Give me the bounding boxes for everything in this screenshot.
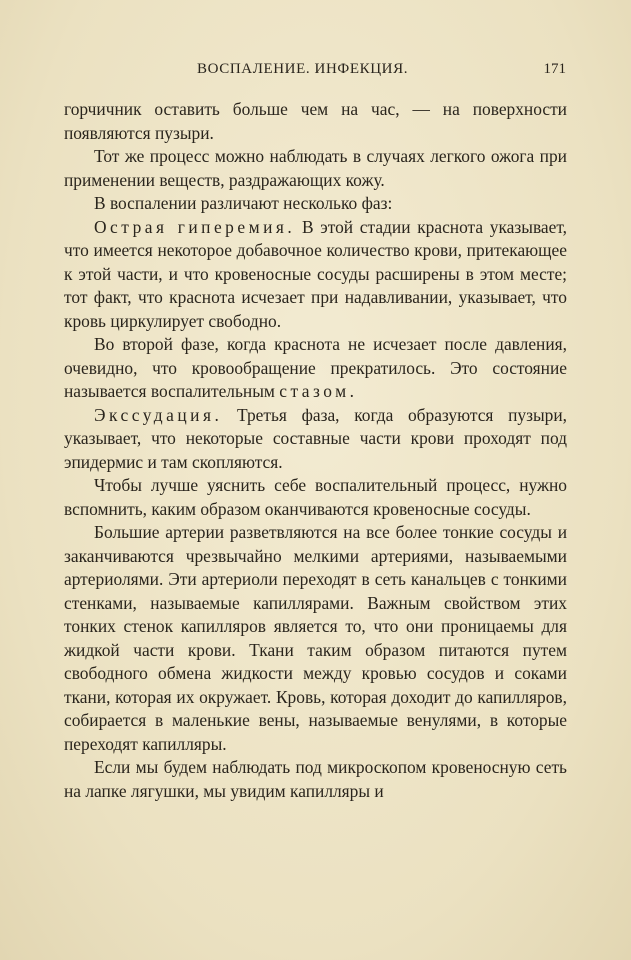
paragraph-6: Экссудация. Третья фаза, когда образуются пузыри, указывает, что некоторые составные части крови проходят под эпидермис и там скопляются. xyxy=(64,404,567,472)
paragraph-2: Тот же процесс можно наблюдать в случаях легкого ожога при применении веществ, раздражающих кожу. xyxy=(64,146,567,190)
term-acute-hyperemia: Острая гиперемия. xyxy=(94,216,296,237)
running-header xyxy=(64,61,566,81)
term-exudation: Экссудация. xyxy=(94,404,223,425)
paragraph-9: Если мы будем наблюдать под микроскопом кровеносную сеть на лапке лягушки, мы увидим капилляры и xyxy=(64,757,567,801)
paragraph-5: Во второй фазе, когда краснота не исчезает после давления, очевидно, что кровообращение прекратилось. Это состояние называется воспалительным стазом. xyxy=(64,334,567,401)
paragraph-3: В воспалении различают несколько фаз: xyxy=(94,193,393,213)
paragraph-7: Чтобы лучше уяснить себе воспалительный процесс, нужно вспомнить, каким образом оканчиваются кровеносные сосуды. xyxy=(64,475,567,519)
chapter-title: ВОСПАЛЕНИЕ. ИНФЕКЦИЯ. xyxy=(197,61,409,77)
paragraph-4: Острая гиперемия. В этой стадии краснота указывает, что имеется некоторое добавочное количество крови, притекающее к этой части, и что кровеносные сосуды расширены в этом месте; тот факт, что краснота исчезает при надавливании, указывает, что кровь циркулирует свободно. xyxy=(64,216,568,331)
body-text xyxy=(64,98,567,803)
term-stasis: стазом. xyxy=(279,381,358,401)
paragraph-1: горчичник оставить больше чем на час, — на поверхности появляются пузыри. xyxy=(64,99,567,143)
page-number: 171 xyxy=(543,61,566,77)
paragraph-8: Большие артерии разветвляются на все более тонкие сосуды и заканчиваются чрезвычайно мелкими артериями, называемыми артериолями. Эти артериоли переходят в сеть канальцев с тонкими стенками, называемые капиллярами. Важным свойством этих тонких стенок капилляров является то, что они проницаемы для жидкой части крови. Ткани таким образом питаются путем свободного обмена жидкости между кровью сосудов и соками ткани, которая их окружает. Кровь, которая доходит до капилляров, собирается в маленькие вены, называемые венулями, в которые переходят капилляры. xyxy=(64,522,567,754)
